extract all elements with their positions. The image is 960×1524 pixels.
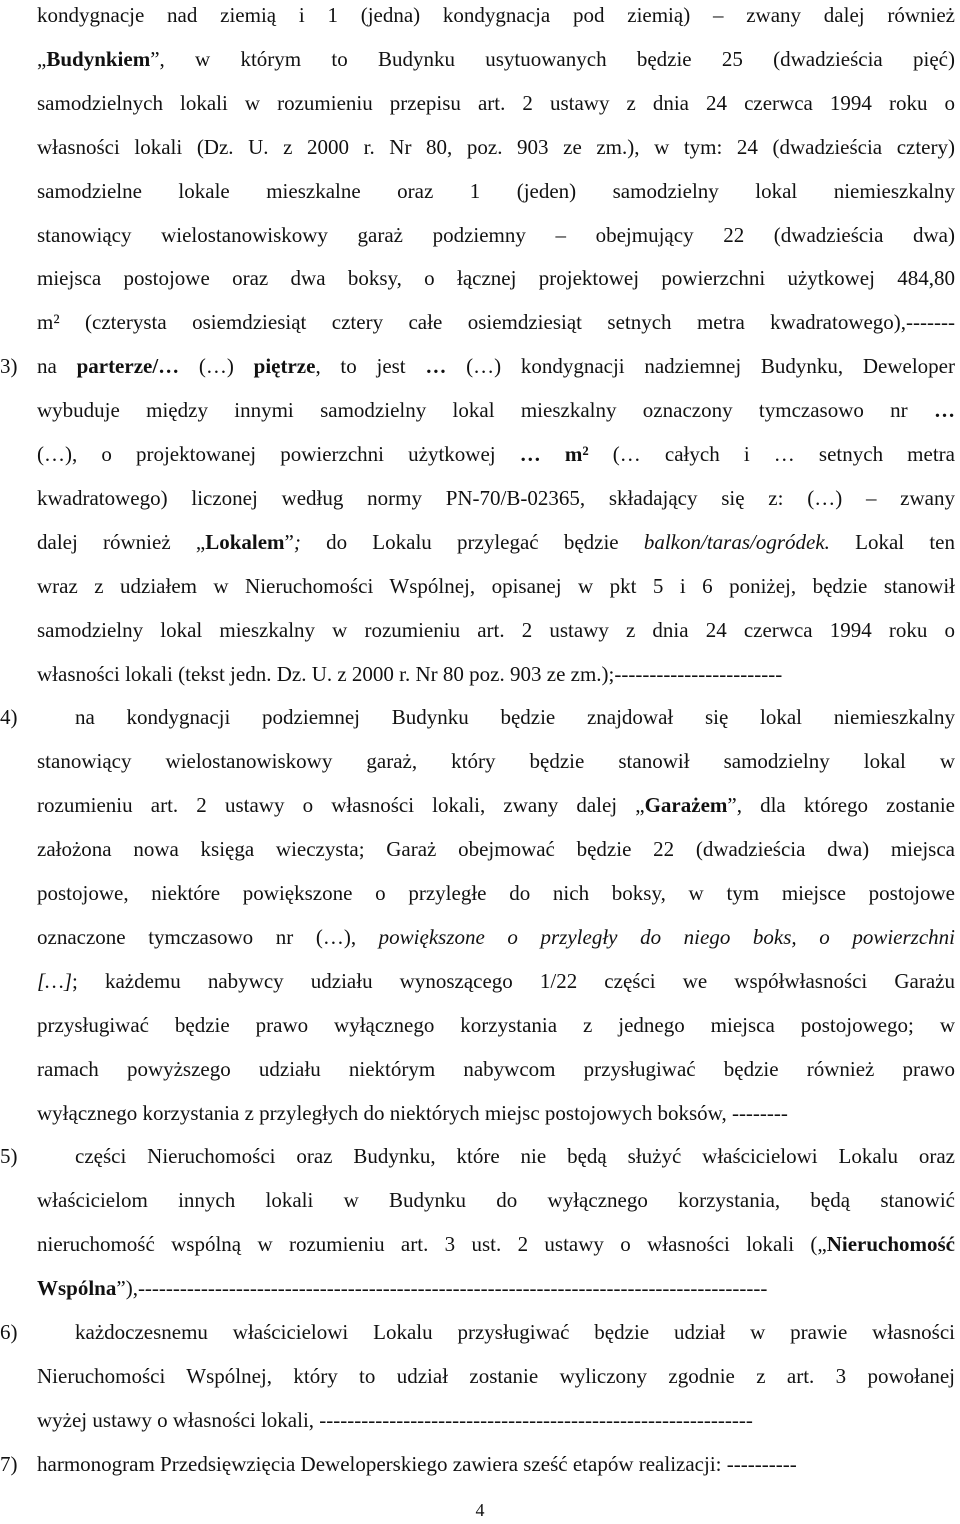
text-run: harmonogram Przedsięwzięcia Deweloperskiego zawiera sześć etapów realizacji: ---------- [37, 1452, 797, 1476]
text-run: nieruchomość wspólną w rozumieniu art. 3 ust. 2 ustawy o własności lokali („ [37, 1232, 827, 1256]
text-line [37, 615, 955, 645]
list-number: 4) [0, 705, 18, 729]
text-line [37, 659, 955, 689]
text-run: (…) [179, 354, 254, 378]
text-run: (… całych i … setnych metra [588, 442, 955, 466]
bold-term: … [934, 398, 955, 422]
text-line [37, 878, 955, 908]
text-run: miejsca postojowe oraz dwa boksy, o łącznej projektowej powierzchni użytkowej 484,80 [37, 266, 955, 290]
text-run: na kondygnacji podziemnej Budynku będzie znajdował się lokal niemieszkalny [75, 705, 955, 729]
text-run: ”, dla którego zostanie [727, 793, 955, 817]
text-run: rozumieniu art. 2 ustawy o własności lokali, zwany dalej „ [37, 793, 645, 817]
text-line [37, 395, 955, 425]
bold-term: Lokalem [205, 530, 285, 554]
italic-term: balkon/taras/ogródek. [643, 530, 830, 554]
bold-term: Budynkiem [46, 47, 151, 71]
text-line [37, 1010, 955, 1040]
text-line [37, 1449, 955, 1479]
text-line [37, 746, 955, 776]
text-run: stanowiący wielostanowiskowy garaż, który będzie stanowił samodzielny lokal w [37, 749, 955, 773]
text-run: do Lokalu przylegać będzie [300, 530, 644, 554]
text-run: stanowiący wielostanowiskowy garaż podziemny – obejmujący 22 (dwadzieścia dwa) [37, 223, 955, 247]
text-run: każdoczesnemu właścicielowi Lokalu przysługiwać będzie udział w prawie własności [75, 1320, 955, 1344]
list-number: 3) [0, 354, 18, 378]
text-run: ramach powyższego udziału niektórym nabywcom przysługiwać będzie również prawo [37, 1057, 955, 1081]
text-line [37, 790, 955, 820]
text-run: , to jest [315, 354, 426, 378]
text-run: m² (czterysta osiemdziesiąt cztery całe osiemdziesiąt setnych metra kwadratowego),------- [37, 310, 955, 334]
text-run: przysługiwać będzie prawo wyłącznego korzystania z jednego miejsca postojowego; w [37, 1013, 955, 1037]
text-run: dalej również „ [37, 530, 206, 554]
text-run: wraz z udziałem w Nieruchomości Wspólnej, opisanej w pkt 5 i 6 poniżej, będzie stanowił [37, 574, 955, 598]
text-run: postojowe, niektóre powiększone o przyległe do nich boksy, w tym miejsce postojowe [37, 881, 955, 905]
text-run: Lokal ten [829, 530, 955, 554]
text-line [37, 0, 955, 30]
text-line [37, 834, 955, 864]
text-line [37, 1229, 955, 1259]
text-line [37, 527, 955, 557]
text-line [37, 1185, 955, 1215]
bold-term: Wspólna [37, 1276, 117, 1300]
text-line [37, 263, 955, 293]
bold-term: … [425, 354, 447, 378]
text-run: samodzielnych lokali w rozumieniu przepisu art. 2 ustawy z dnia 24 czerwca 1994 roku o [37, 91, 955, 115]
text-line [37, 1405, 955, 1435]
text-run: wyłącznego korzystania z przyległych do niektórych miejsc postojowych boksów, -------- [37, 1101, 788, 1125]
text-line [37, 439, 955, 469]
text-line [37, 88, 955, 118]
text-run: właścicielom innych lokali w Budynku do wyłącznego korzystania, będą stanowić [37, 1188, 955, 1212]
text-run: (…) kondygnacji nadziemnej Budynku, Deweloper [446, 354, 955, 378]
text-line [37, 1098, 955, 1128]
text-line [37, 307, 955, 337]
list-number: 7) [0, 1452, 18, 1476]
page-number: 4 [475, 1500, 485, 1520]
text-run: kondygnacje nad ziemią i 1 (jedna) kondygnacja pod ziemią) – zwany dalej również [37, 3, 955, 27]
bold-term: Garażem [644, 793, 728, 817]
text-run: samodzielne lokale mieszkalne oraz 1 (jeden) samodzielny lokal niemieszkalny [37, 179, 955, 203]
text-line [37, 1361, 955, 1391]
text-run: własności lokali (tekst jedn. Dz. U. z 2000 r. Nr 80 poz. 903 ze zm.);------------------------ [37, 662, 783, 686]
text-run: własności lokali (Dz. U. z 2000 r. Nr 80, poz. 903 ze zm.), w tym: 24 (dwadzieścia cztery) [37, 135, 955, 159]
text-line [37, 1273, 955, 1303]
text-line [37, 966, 955, 996]
text-line [37, 176, 955, 206]
text-run: części Nieruchomości oraz Budynku, które nie będą służyć właścicielowi Lokalu oraz [75, 1144, 955, 1168]
text-run: ”, w którym to Budynku usytuowanych będzie 25 (dwadzieścia pięć) [150, 47, 955, 71]
text-run: kwadratowego) liczonej według normy PN-70/B-02365, składający się z: (…) – zwany [37, 486, 955, 510]
text-run: samodzielny lokal mieszkalny w rozumieniu art. 2 ustawy z dnia 24 czerwca 1994 roku o [37, 618, 955, 642]
list-number: 6) [0, 1320, 18, 1344]
text-run: założona nowa księga wieczysta; Garaż obejmować będzie 22 (dwadzieścia dwa) miejsca [37, 837, 955, 861]
text-line [37, 483, 955, 513]
text-line [37, 922, 955, 952]
text-line [37, 220, 955, 250]
text-run: (…), o projektowanej powierzchni użytkowej [37, 442, 520, 466]
text-run: wyżej ustawy o własności lokali, -------------------------------------------------------------- [37, 1408, 753, 1432]
text-line [75, 1141, 955, 1171]
text-line [37, 132, 955, 162]
text-run: ”),------------------------------------------------------------------------------------------ [116, 1276, 768, 1300]
text-line [37, 1054, 955, 1084]
text-line [37, 351, 955, 381]
italic-term: powiększone o przyległy do niego boks, o powierzchni [378, 925, 955, 949]
italic-term: […] [37, 969, 73, 993]
text-run: wybuduje między innymi samodzielny lokal mieszkalny oznaczony tymczasowo nr [37, 398, 934, 422]
text-line [37, 571, 955, 601]
bold-term: piętrze [253, 354, 316, 378]
list-number: 5) [0, 1144, 18, 1168]
text-run: ” [284, 530, 294, 554]
text-run: ; każdemu nabywcy udziału wynoszącego 1/22 części we współwłasności Garażu [72, 969, 955, 993]
text-line [37, 44, 955, 74]
bold-term: … m² [519, 442, 589, 466]
text-run: na [37, 354, 77, 378]
bold-term: Nieruchomość [826, 1232, 955, 1256]
text-line [75, 702, 955, 732]
bold-term: parterze/… [76, 354, 180, 378]
text-line [75, 1317, 955, 1347]
text-run: Nieruchomości Wspólnej, który to udział zostanie wyliczony zgodnie z art. 3 powołanej [37, 1364, 955, 1388]
italic-term: ; [293, 530, 301, 554]
text-run: oznaczone tymczasowo nr (…), [37, 925, 379, 949]
text-run: „ [37, 47, 47, 71]
